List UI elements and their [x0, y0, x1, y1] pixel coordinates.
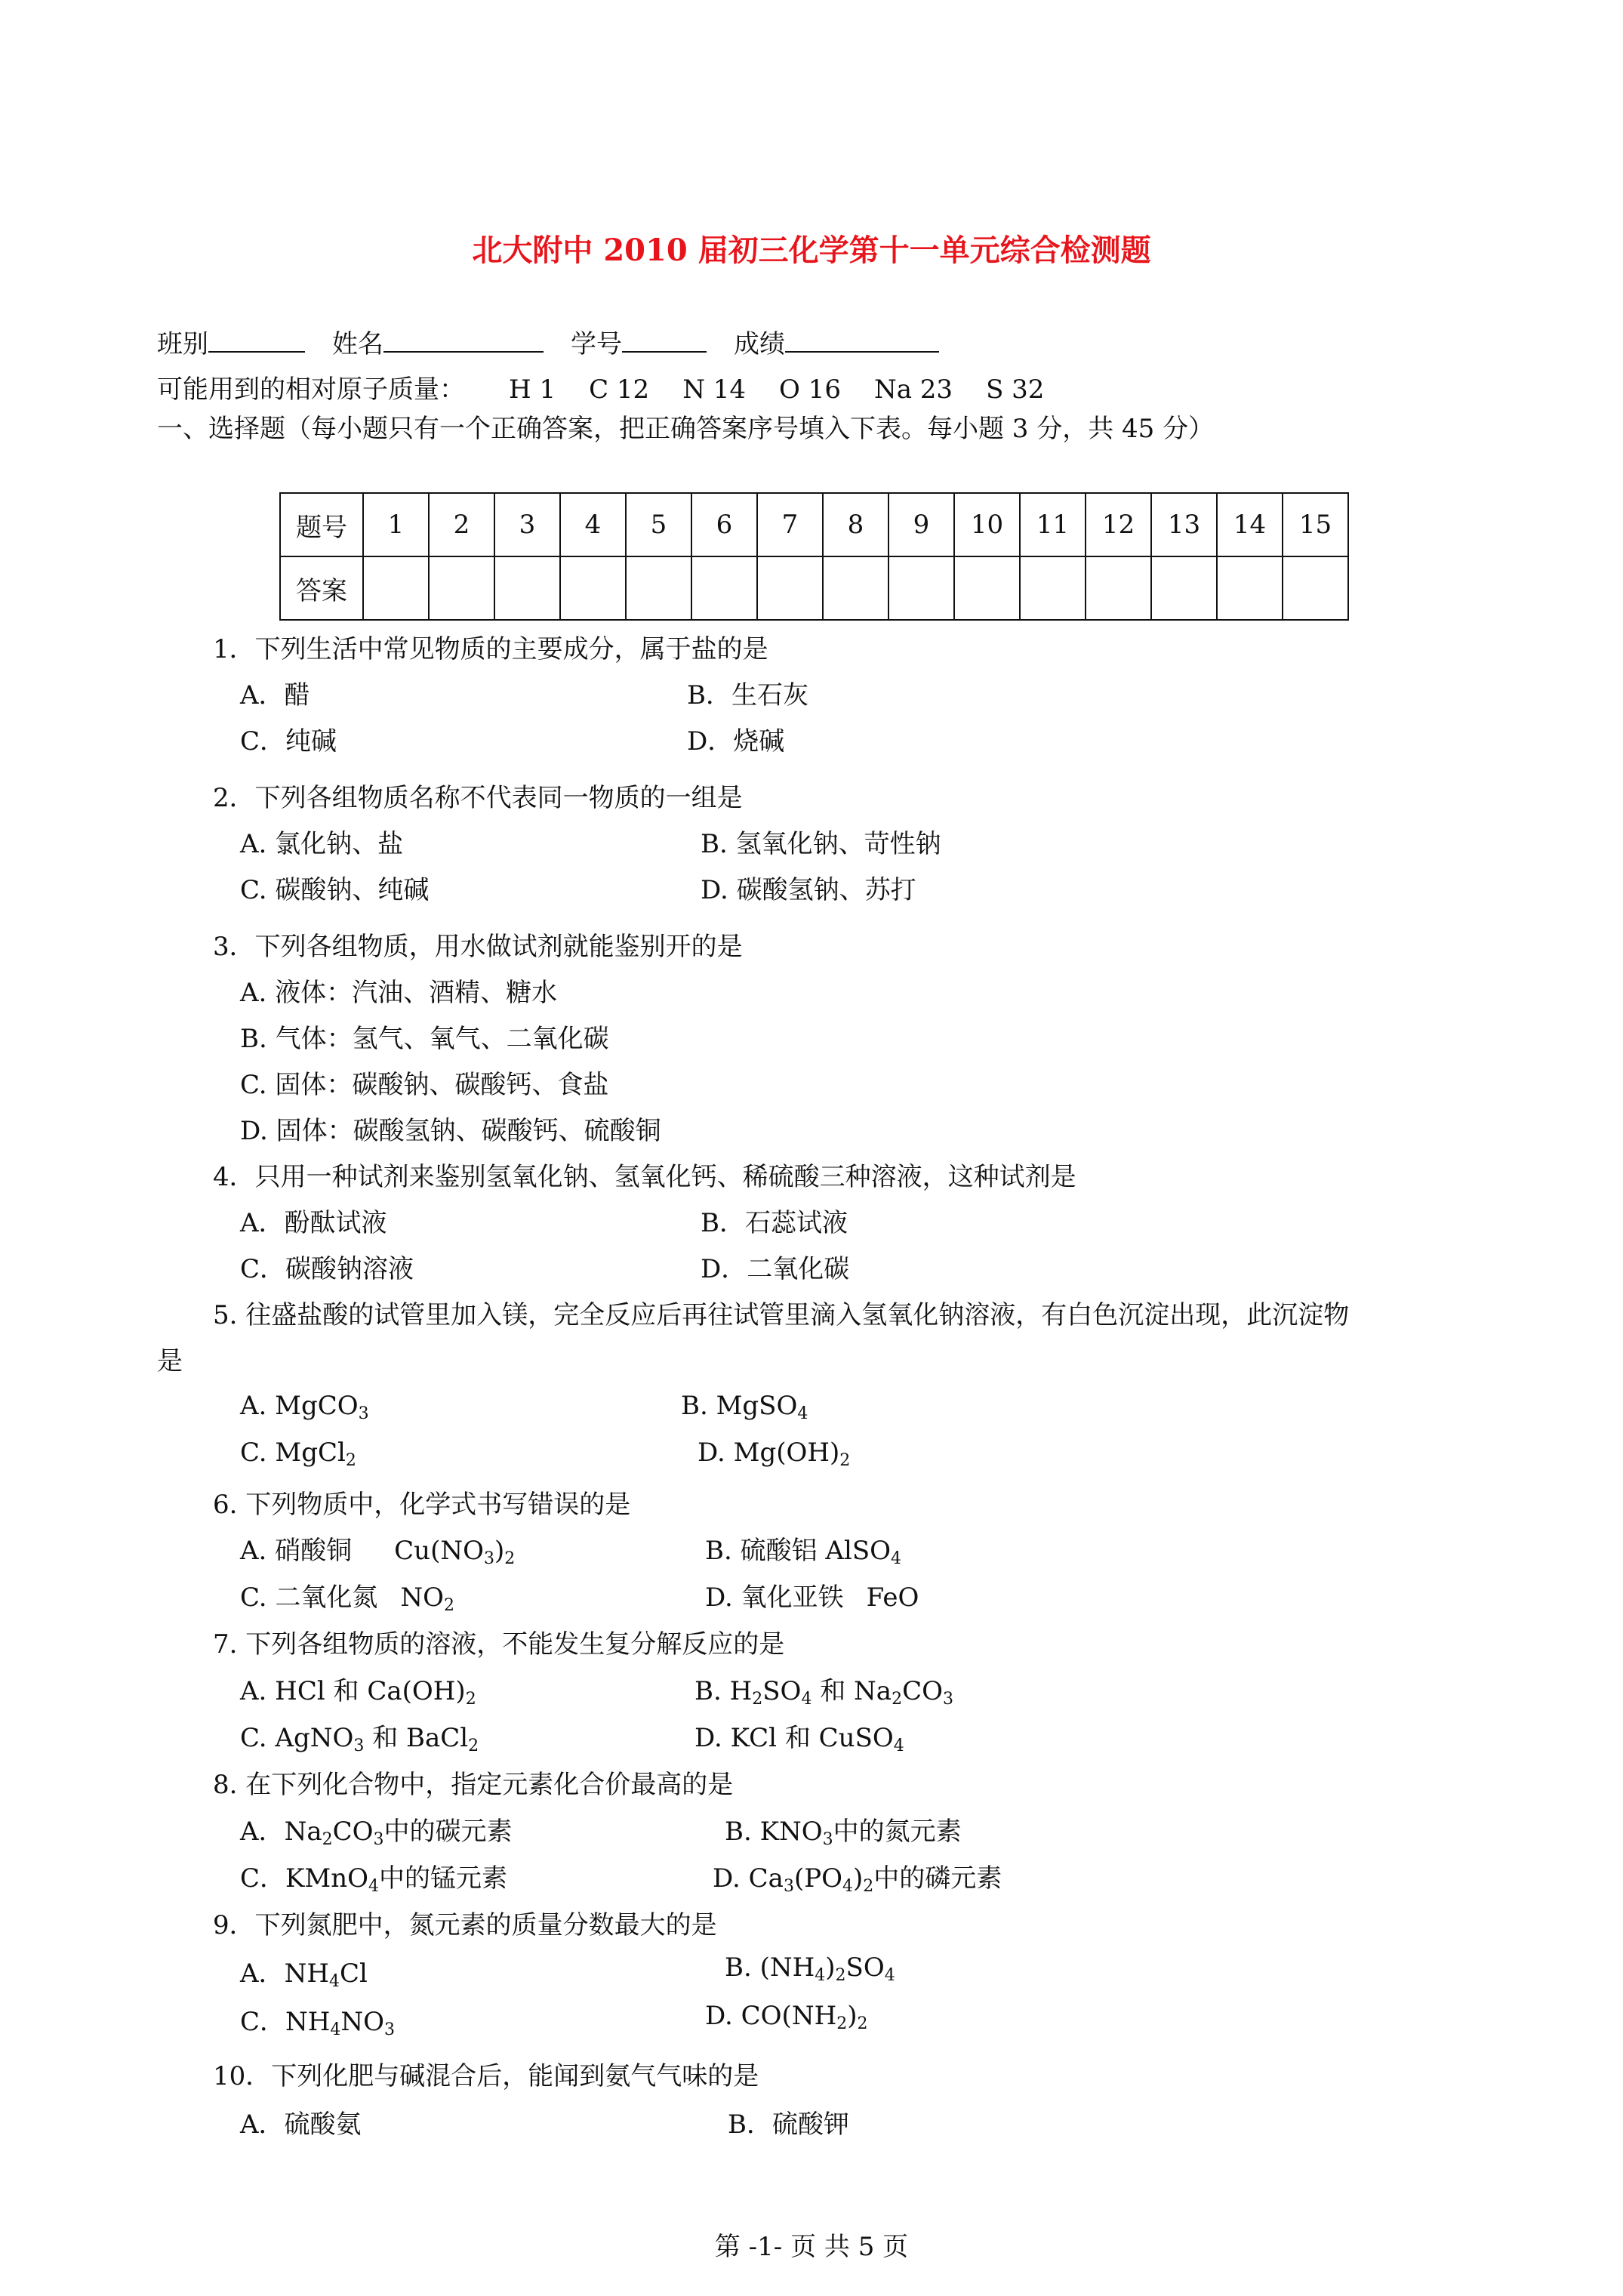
question-10-option-a[interactable]: A．硫酸氨: [240, 2110, 362, 2140]
option-text: 中的氮元素: [833, 1817, 962, 1847]
question-5-option-d[interactable]: D. $Mg(OH)_2$: [698, 1438, 851, 1470]
student-info-row: [157, 323, 939, 360]
answer-cell[interactable]: [429, 556, 494, 620]
question-3-option-b[interactable]: B. 气体：氢气、氧气、二氧化碳: [240, 1024, 609, 1054]
name-label: 姓名: [332, 329, 383, 359]
option-a-name: A. 硝酸铜: [240, 1536, 353, 1566]
number-cell: 11: [1020, 493, 1086, 556]
question-7-option-b[interactable]: B. $H_2SO_4$ 和 $Na_2CO_3$: [694, 1676, 953, 1709]
question-9-option-c[interactable]: C．$NH_4NO_3$: [240, 2007, 396, 2039]
answer-cell[interactable]: [757, 556, 823, 620]
question-9-option-b[interactable]: B. $(NH_4)_2SO_4$: [725, 1952, 895, 1985]
number-cell: 9: [888, 493, 954, 556]
question-5-stem-continued: 是: [157, 1346, 183, 1376]
question-6-option-b[interactable]: B. 硫酸铝 AlSO$_4$: [705, 1536, 902, 1568]
page-title: 北大附中 2010 届初三化学第十一单元综合检测题: [472, 233, 1151, 268]
question-6-option-c[interactable]: C. 二氧化氮 $NO_2$: [240, 1583, 455, 1615]
question-7-option-d[interactable]: D. KCl 和 CuSO$_4$: [694, 1723, 904, 1755]
id-blank[interactable]: [622, 327, 707, 353]
number-cell: 3: [494, 493, 560, 556]
answer-cell[interactable]: [1283, 556, 1348, 620]
question-1-stem: 1．下列生活中常见物质的主要成分，属于盐的是: [213, 634, 768, 664]
question-4-option-a[interactable]: A．酚酞试液: [240, 1208, 387, 1238]
option-prefix: B.: [725, 1952, 760, 1983]
question-6-option-d[interactable]: D. 氧化亚铁 FeO: [705, 1583, 919, 1613]
question-4-option-b[interactable]: B．石蕊试液: [701, 1208, 848, 1238]
option-prefix: D.: [705, 2001, 741, 2031]
answer-cell[interactable]: [1020, 556, 1086, 620]
question-10-stem: 10．下列化肥与碱混合后，能闻到氨气气味的是: [213, 2061, 759, 2091]
name-blank[interactable]: [383, 327, 544, 353]
option-text: 中的锰元素: [379, 1863, 508, 1894]
and-word: 和: [784, 1723, 811, 1753]
section-heading: 一、选择题（每小题只有一个正确答案，把正确答案序号填入下表。每小题 3 分，共 45 分）: [157, 414, 1215, 444]
question-2-option-d[interactable]: D. 碳酸氢钠、苏打: [701, 875, 916, 905]
question-1-option-d[interactable]: D．烧碱: [687, 726, 785, 757]
answer-cell[interactable]: [823, 556, 888, 620]
question-2-option-a[interactable]: A. 氯化钠、盐: [240, 829, 404, 859]
option-prefix: A．: [240, 1959, 285, 1989]
question-5-option-b[interactable]: B. MgSO$_4$: [681, 1391, 808, 1423]
and-word: 和: [372, 1723, 399, 1753]
question-6-stem: 6. 下列物质中，化学式书写错误的是: [213, 1490, 631, 1520]
question-8-stem: 8. 在下列化合物中，指定元素化合价最高的是: [213, 1770, 734, 1800]
question-5-option-c[interactable]: C. MgCl$_2$: [240, 1438, 356, 1470]
page-footer: 第 -1- 页 共 5 页: [714, 2232, 909, 2262]
question-1-option-a[interactable]: A．醋: [240, 680, 310, 710]
option-prefix: C．: [240, 2007, 286, 2037]
question-5-stem: 5. 往盛盐酸的试管里加入镁，完全反应后再往试管里滴入氢氧化钠溶液，有白色沉淀出现，此沉淀物: [213, 1300, 1350, 1330]
question-9-option-a[interactable]: A．$NH_4Cl$: [240, 1959, 368, 1991]
mass-s: S 32: [986, 374, 1045, 405]
atomic-mass-row: [157, 368, 1077, 405]
option-prefix: B.: [725, 1817, 760, 1847]
answer-row-label: 答案: [280, 556, 363, 620]
number-cell: 4: [560, 493, 626, 556]
option-d-name: D. 氧化亚铁: [705, 1583, 844, 1613]
number-cell: 12: [1086, 493, 1151, 556]
question-8-option-c[interactable]: C．KMnO$_4$中的锰元素: [240, 1863, 508, 1896]
answer-cell[interactable]: [1086, 556, 1151, 620]
number-cell: 5: [626, 493, 691, 556]
answer-cell[interactable]: [888, 556, 954, 620]
question-6-option-a[interactable]: A. 硝酸铜 $Cu(NO_3)_2$: [240, 1536, 516, 1568]
number-cell: 6: [691, 493, 757, 556]
atomic-mass-label: 可能用到的相对原子质量：: [157, 374, 465, 405]
id-label: 学号: [571, 329, 622, 359]
question-1-option-c[interactable]: C．纯碱: [240, 726, 337, 757]
question-10-option-b[interactable]: B．硫酸钾: [728, 2110, 849, 2140]
mass-h: H 1: [509, 374, 556, 405]
number-cell: 1: [363, 493, 429, 556]
question-2-option-b[interactable]: B. 氢氧化钠、苛性钠: [701, 829, 941, 859]
mass-c: C 12: [589, 374, 650, 405]
and-word: 和: [820, 1676, 846, 1706]
question-7-option-a[interactable]: A. HCl 和 $Ca(OH)_2$: [240, 1676, 476, 1709]
question-1-option-b[interactable]: B．生石灰: [687, 680, 808, 710]
mass-n: N 14: [682, 374, 747, 405]
answer-cell[interactable]: [363, 556, 429, 620]
option-prefix: D.: [694, 1723, 731, 1753]
question-4-option-d[interactable]: D．二氧化碳: [701, 1254, 850, 1284]
option-prefix: A.: [240, 1676, 276, 1706]
question-9-stem: 9．下列氮肥中，氮元素的质量分数最大的是: [213, 1910, 717, 1940]
number-cell: 10: [954, 493, 1020, 556]
question-3-stem: 3．下列各组物质，用水做试剂就能鉴别开的是: [213, 932, 743, 962]
class-label: 班别: [157, 329, 208, 359]
question-7-stem: 7. 下列各组物质的溶液，不能发生复分解反应的是: [213, 1629, 785, 1660]
class-blank[interactable]: [208, 327, 305, 353]
mass-na: Na 23: [873, 374, 953, 405]
option-text: 中的磷元素: [873, 1863, 1002, 1894]
option-b-name: B. 硫酸铝: [705, 1536, 818, 1566]
option-prefix: D.: [713, 1863, 749, 1894]
mass-o: O 16: [779, 374, 841, 405]
option-prefix: B.: [694, 1676, 730, 1706]
question-8-option-a[interactable]: A．$Na_2CO_3$中的碳元素: [240, 1817, 513, 1849]
answer-table-answer-row: [280, 556, 1348, 620]
score-label: 成绩: [734, 329, 785, 359]
answer-cell[interactable]: [626, 556, 691, 620]
answer-cell[interactable]: [1151, 556, 1217, 620]
answer-cell[interactable]: [494, 556, 560, 620]
question-3-option-d[interactable]: D. 固体：碳酸氢钠、碳酸钙、硫酸铜: [240, 1116, 661, 1146]
question-8-option-d[interactable]: D. $Ca_3(PO_4)_2$中的磷元素: [713, 1863, 1002, 1896]
question-5-option-a[interactable]: A. MgCO$_3$: [240, 1391, 369, 1423]
question-9-option-d[interactable]: D. $CO(NH_2)_2$: [705, 2001, 868, 2033]
answer-table: [279, 492, 1349, 621]
option-c-name: C. 二氧化氮: [240, 1583, 378, 1613]
answer-table-number-row: [280, 493, 1348, 556]
number-cell: 7: [757, 493, 823, 556]
question-4-stem: 4．只用一种试剂来鉴别氢氧化钠、氢氧化钙、稀硫酸三种溶液，这种试剂是: [213, 1162, 1076, 1192]
number-cell: 2: [429, 493, 494, 556]
question-3-option-c[interactable]: C. 固体：碳酸钠、碳酸钙、食盐: [240, 1070, 609, 1100]
answer-cell[interactable]: [1217, 556, 1283, 620]
question-2-option-c[interactable]: C. 碳酸钠、纯碱: [240, 875, 430, 905]
answer-cell[interactable]: [691, 556, 757, 620]
option-prefix: C.: [240, 1723, 276, 1753]
question-4-option-c[interactable]: C．碳酸钠溶液: [240, 1254, 414, 1284]
score-blank[interactable]: [785, 327, 939, 353]
question-3-option-a[interactable]: A. 液体：汽油、酒精、糖水: [240, 978, 558, 1008]
question-2-stem: 2．下列各组物质名称不代表同一物质的一组是: [213, 783, 743, 813]
question-7-option-c[interactable]: C. AgNO$_3$ 和 BaCl$_2$: [240, 1723, 479, 1755]
number-cell: 15: [1283, 493, 1348, 556]
answer-cell[interactable]: [954, 556, 1020, 620]
option-prefix: A．: [240, 1817, 285, 1847]
number-cell: 8: [823, 493, 888, 556]
and-word: 和: [333, 1676, 359, 1706]
number-cell: 14: [1217, 493, 1283, 556]
question-8-option-b[interactable]: B. $KNO_3$中的氮元素: [725, 1817, 962, 1849]
number-cell: 13: [1151, 493, 1217, 556]
answer-cell[interactable]: [560, 556, 626, 620]
number-row-label: 题号: [280, 493, 363, 556]
option-text: 中的碳元素: [383, 1817, 513, 1847]
option-prefix: C．: [240, 1863, 286, 1894]
